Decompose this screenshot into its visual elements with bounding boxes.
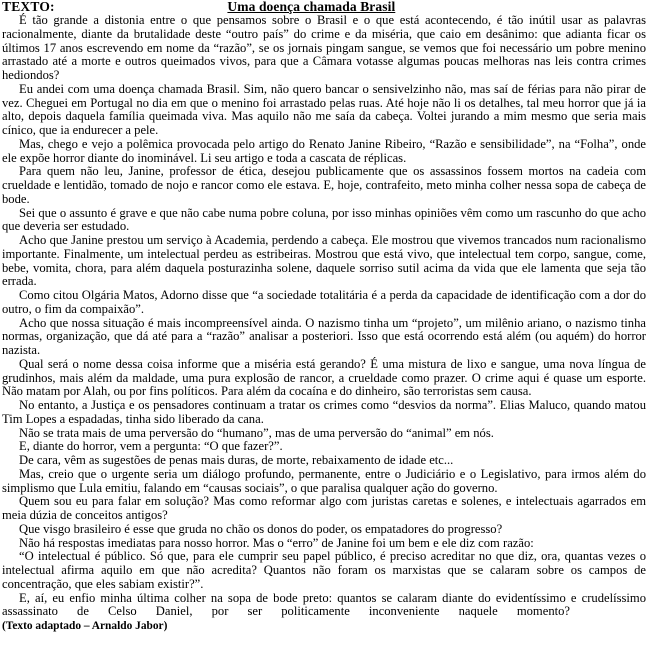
paragraph: “O intelectual é público. Só que, para ele cumprir seu papel público, é preciso acreditar no que diz, ora, quantas vezes o intelectual afirma aquilo em que não acredita? Quantos não foram os marxistas que se calaram sobre os campos de concentração, que eles sabiam existir?”.: [2, 549, 646, 591]
paragraph: Acho que Janine prestou um serviço à Academia, perdendo a cabeça. Ele mostrou que vivemos trancados num racionalismo importante. Finalmente, um intelectual perdeu as estribeiras. Mostrou que está vivo, que intelectual tem corpo, sangue, come, bebe, vomita, chora, para além daquela posturazinha solene, daquele sorriso sutil acima da vida que ele lamenta que seja tão errada.: [2, 233, 646, 289]
paragraph: No entanto, a Justiça e os pensadores continuam a tratar os crimes como “desvios da norma”. Elias Maluco, quando matou Tim Lopes a espadadas, tinha sido liberado da cana.: [2, 398, 646, 426]
paragraph-with-attribution: [2, 592, 646, 634]
paragraph: Quem sou eu para falar em solução? Mas como reformar algo com juristas caretas e solenes, e intelectuais agarrados em meia dúzia de conceitos antigos?: [2, 494, 646, 522]
paragraph: Que visgo brasileiro é esse que gruda no chão os donos do poder, os empatadores do progresso?: [19, 521, 503, 536]
paragraph: Eu andei com uma doença chamada Brasil. Sim, não quero bancar o sensivelzinho não, mas saí de férias para não pirar de vez. Cheguei em Portugal no dia em que o menino foi arrastado pelas ruas. Até hoje não li os detalhes, tal meu horror que já ia alto, depois daquela família queimada viva. Mas aquilo não me saía da cabeça. Voltei jurando a mim mesmo que seria mais cínico, que ia endurecer a pele.: [2, 81, 646, 137]
paragraph-text: E, aí, eu enfio minha última colher na sopa de bode preto: quantos se calaram diante do evidentíssimo e crudelíssimo assassinato de Celso Daniel, por ser politicamente inconveniente naquele momento?: [2, 590, 646, 619]
paragraph: Para quem não leu, Janine, professor de ética, desejou publicamente que os assassinos fossem mortos na cadeia com crueldade e lentidão, tomado de nojo e rancor como ele estava. E, hoje, contrafeito, meto minha colher nessa sopa de cabeça de bode.: [2, 164, 646, 206]
paragraph: Não se trata mais de uma perversão do “humano”, mas de uma perversão do “animal” em nós.: [19, 425, 494, 440]
paragraph: Como citou Olgária Matos, Adorno disse que “a sociedade totalitária é a perda da capacidade de identificação com a dor do outro, o fim da compaixão”.: [2, 288, 646, 316]
title-container: [55, 0, 646, 14]
attribution: (Texto adaptado – Arnaldo Jabor): [2, 620, 168, 632]
paragraph: Não há respostas imediatas para nosso horror. Mas o “erro” de Janine foi um bem e ele diz com razão:: [19, 535, 534, 550]
paragraph: De cara, vêm as sugestões de penas mais duras, de morte, rebaixamento de idade etc...: [19, 453, 454, 467]
document-body: [2, 14, 646, 634]
paragraph: Acho que nossa situação é mais incompreensível ainda. O nazismo tinha um “projeto”, um milênio ariano, o nazismo tinha normas, organização, que dá até para a “razão” analisar a posteriori. Isso que está ocorrendo está além (ou aquém) do horror nazista.: [2, 315, 646, 357]
paragraph: É tão grande a distonia entre o que pensamos sobre o Brasil e o que está acontecendo, é tão inútil usar as palavras racionalmente, diante da brutalidade deste “outro país” do crime e da miséria, que caio em desânimo: que adianta ficar os últimos 17 anos escrevendo em nome da “razão”, se os jornais pingam sangue, se vemos que foi necessário um pobre menino arrastado até a morte e outros queimados vivos, para que a Câmara votasse algumas poucas melhoras nas leis contra crimes hediondos?: [2, 13, 646, 82]
document-header: [2, 0, 646, 14]
paragraph: E, diante do horror, vem a pergunta: “O que fazer?”.: [19, 439, 283, 454]
paragraph: Sei que o assunto é grave e que não cabe numa pobre coluna, por isso minhas opiniões vêm como um rascunho do que acho que deveria ser estudado.: [2, 205, 646, 234]
texto-label: TEXTO:: [2, 0, 55, 14]
paragraph: Mas, chego e vejo a polêmica provocada pelo artigo do Renato Janine Ribeiro, “Razão e sensibilidade”, na “Folha”, onde ele expõe horror diante do inominável. Li seu artigo e toda a cascata de réplicas.: [2, 136, 646, 165]
paragraph: Qual será o nome dessa coisa informe que a miséria está gerando? É uma mistura de lixo e sangue, uma nova língua de grudinhos, mais além da maldade, uma pura explosão de rancor, a crueldade como prazer. O crime aqui é quase um esporte. Não matam por Alah, ou por fins políticos. Para além da cocaína e do dinheiro, são terroristas sem causa.: [2, 356, 646, 399]
page-title: Uma doença chamada Brasil: [227, 0, 396, 14]
paragraph: Mas, creio que o urgente seria um diálogo profundo, permanente, entre o Judiciário e o Legislativo, para irmos além do simplismo que Lula emitiu, falando em “causas sociais”, o que paralisa qualquer ação do governo.: [2, 466, 646, 495]
